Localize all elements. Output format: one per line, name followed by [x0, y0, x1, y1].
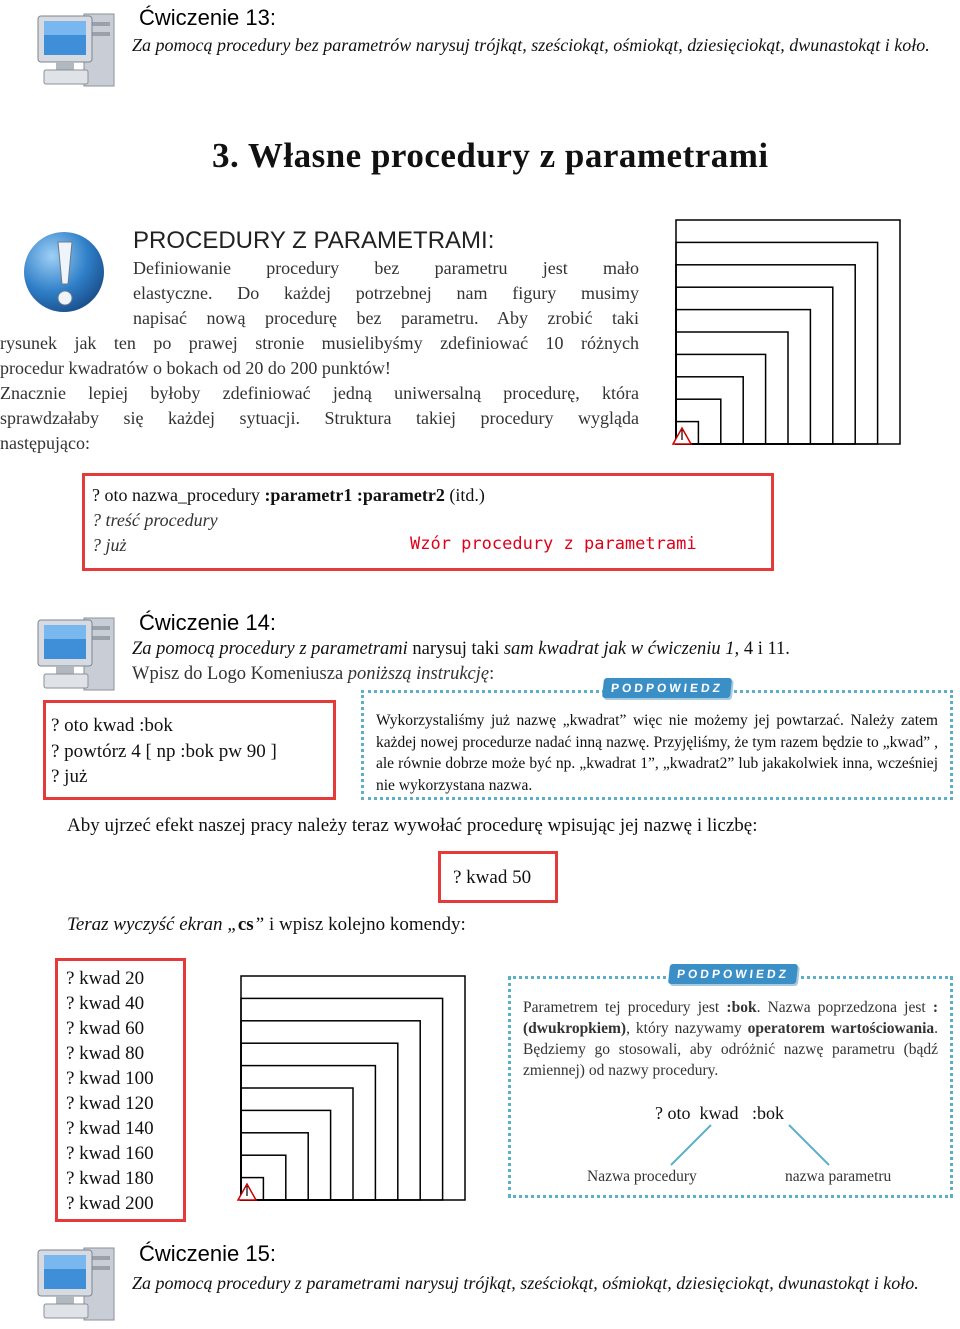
command-line: ? kwad 140 [66, 1118, 154, 1139]
paragraph-line: Znacznie lepiej byłoby zdefiniować jedną uniwersalną procedurę, która [0, 383, 639, 403]
clear-instruction-part: Teraz wyczyść ekran „ [67, 914, 238, 935]
computer-icon [34, 612, 116, 694]
hint-box-1 [361, 690, 953, 800]
square-outline [676, 332, 788, 444]
paragraph-line: rysunek jak ten po prawej stronie musielibyśmy zdefiniować 10 różnych [0, 333, 639, 353]
paragraph-line: Definiowanie procedury bez parametru jest mało [133, 258, 639, 278]
paragraph-line: napisać nową procedurę bez parametru. Aby zrobić taki [133, 308, 639, 328]
exclamation-icon [18, 228, 108, 323]
hint-2-text-part: operatorem wartościowania [747, 1020, 935, 1037]
hint-2-text-part: Parametrem tej procedury jest [523, 999, 727, 1016]
paragraph-line: sprawdzałaby się każdej sytuacji. Struktura takiej procedury wygląda [0, 408, 639, 428]
command-line: ? kwad 80 [66, 1043, 145, 1064]
procedure-name-label: Nazwa procedury [587, 1168, 697, 1185]
pattern-line-1-prefix: ? oto nazwa_procedury [92, 485, 265, 505]
hint-2-example: ? oto kwad :bok [655, 1103, 784, 1123]
hint-1-text: Wykorzystaliśmy już nazwę „kwadrat” więc nie możemy jej powtarzać. Należy zatem każdej nowej procedurze nadać inną nazwę. Przyjęliśmy, że tym razem będzie to „kwad” , ale równie dobrze może być np. „kwadrat 1”, „kwadrat2” lub jakakolwiek inna, wcześniej nie wykorzystana nazwa. [376, 712, 938, 794]
command-line: ? kwad 160 [66, 1143, 154, 1164]
code-box-kwad [43, 700, 336, 800]
exercise-14-instruction [132, 662, 494, 687]
exercise-14-text-part: 4 i 11. [739, 639, 790, 659]
code-line: ? oto kwad :bok [51, 715, 173, 736]
square-outline [241, 1088, 353, 1200]
hint-2-text-part: :(dwukropkiem) [523, 999, 939, 1037]
call-example-box [438, 851, 558, 903]
parameter-name-label: nazwa parametru [785, 1168, 892, 1185]
call-instruction: Aby ujrzeć efekt naszej pracy należy teraz wywołać procedurę wpisując jej nazwę i liczbę: [67, 815, 758, 836]
call-example: ? kwad 50 [453, 867, 532, 888]
exercise-15-title: Ćwiczenie 15: [139, 1241, 276, 1266]
hint-box-2 [508, 976, 953, 1198]
section-heading: 3. Własne procedury z parametrami [212, 136, 769, 175]
paragraph-line: następująco: [0, 433, 90, 453]
paragraph-line: elastyczne. Do każdej potrzebnej nam figury musimy [133, 283, 639, 303]
hint-2-text-part: :bok [726, 999, 757, 1016]
square-outline [676, 242, 878, 444]
command-line: ? kwad 40 [66, 993, 145, 1014]
pattern-params: :parametr1 :parametr2 [264, 485, 445, 505]
clear-instruction-part: i wpisz kolejno komendy: [264, 914, 466, 935]
command-line: ? kwad 20 [66, 968, 145, 989]
command-line: ? kwad 60 [66, 1018, 145, 1039]
exercise-14-text [132, 637, 790, 662]
command-line: ? kwad 120 [66, 1093, 154, 1114]
exercise-13-title: Ćwiczenie 13: [139, 5, 276, 30]
paragraph-line: procedur kwadratów o bokach od 20 do 200 punktów! [0, 358, 391, 378]
nested-squares-drawing [668, 215, 908, 455]
exercise-14-text-part: narysuj taki [407, 639, 504, 659]
hint-badge: PODPOWIEDZ [602, 678, 732, 698]
computer-icon [34, 8, 116, 90]
command-line: ? kwad 100 [66, 1068, 154, 1089]
exercise-15-text: Za pomocą procedury z parametrami narysuj trójkąt, sześciokąt, ośmiokąt, dziesięciokąt, dwunastokąt i koło. [132, 1273, 919, 1293]
square-outline [676, 287, 833, 444]
pattern-line-1 [92, 483, 485, 509]
instruction-part: Wpisz do Logo Komeniusza [132, 664, 348, 684]
exercise-13-text: Za pomocą procedury bez parametrów narysuj trójkąt, sześciokąt, ośmiokąt, dziesięciokąt, dwunastokąt i koło. [132, 35, 930, 55]
pattern-label: Wzór procedury z parametrami [410, 534, 697, 554]
nested-squares-drawing [233, 968, 478, 1213]
square-outline [241, 1043, 398, 1200]
clear-instruction [67, 914, 466, 936]
clear-instruction-part: cs [237, 914, 254, 935]
subheading: PROCEDURY Z PARAMETRAMI: [133, 227, 495, 254]
computer-icon [34, 1242, 116, 1324]
command-line: ? kwad 200 [66, 1193, 154, 1214]
commands-box [55, 958, 186, 1222]
exercise-14-text-part: Za pomocą procedury z parametrami [132, 639, 408, 659]
hint-badge: PODPOWIEDZ [668, 964, 798, 984]
exercise-14-text-part: sam kwadrat jak w ćwiczeniu 1, [503, 639, 740, 659]
hint-2-text-part: . Będziemy go stosowali, aby odróżnić nazwę parametru (bądź zmiennej) od nazwy procedury. [523, 1020, 939, 1079]
pattern-line-1-suffix: (itd.) [444, 485, 485, 505]
command-line: ? kwad 180 [66, 1168, 154, 1189]
code-line: ? już [51, 766, 88, 787]
hint-2-text-part: . Nazwa poprzedzona jest [756, 999, 933, 1016]
instruction-part: poniższą instrukcję [347, 664, 490, 684]
square-outline [241, 998, 443, 1200]
pattern-line-2: ? treść procedury [92, 510, 218, 530]
procedure-pattern-box [82, 473, 774, 571]
pattern-line-3: ? już [92, 535, 127, 555]
code-line: ? powtórz 4 [ np :bok pw 90 ] [51, 741, 277, 762]
exercise-14-title: Ćwiczenie 14: [139, 610, 276, 635]
instruction-part: : [489, 664, 495, 684]
clear-instruction-part: ” [253, 914, 265, 935]
hint-2-text-part: , który nazywamy [626, 1020, 748, 1037]
